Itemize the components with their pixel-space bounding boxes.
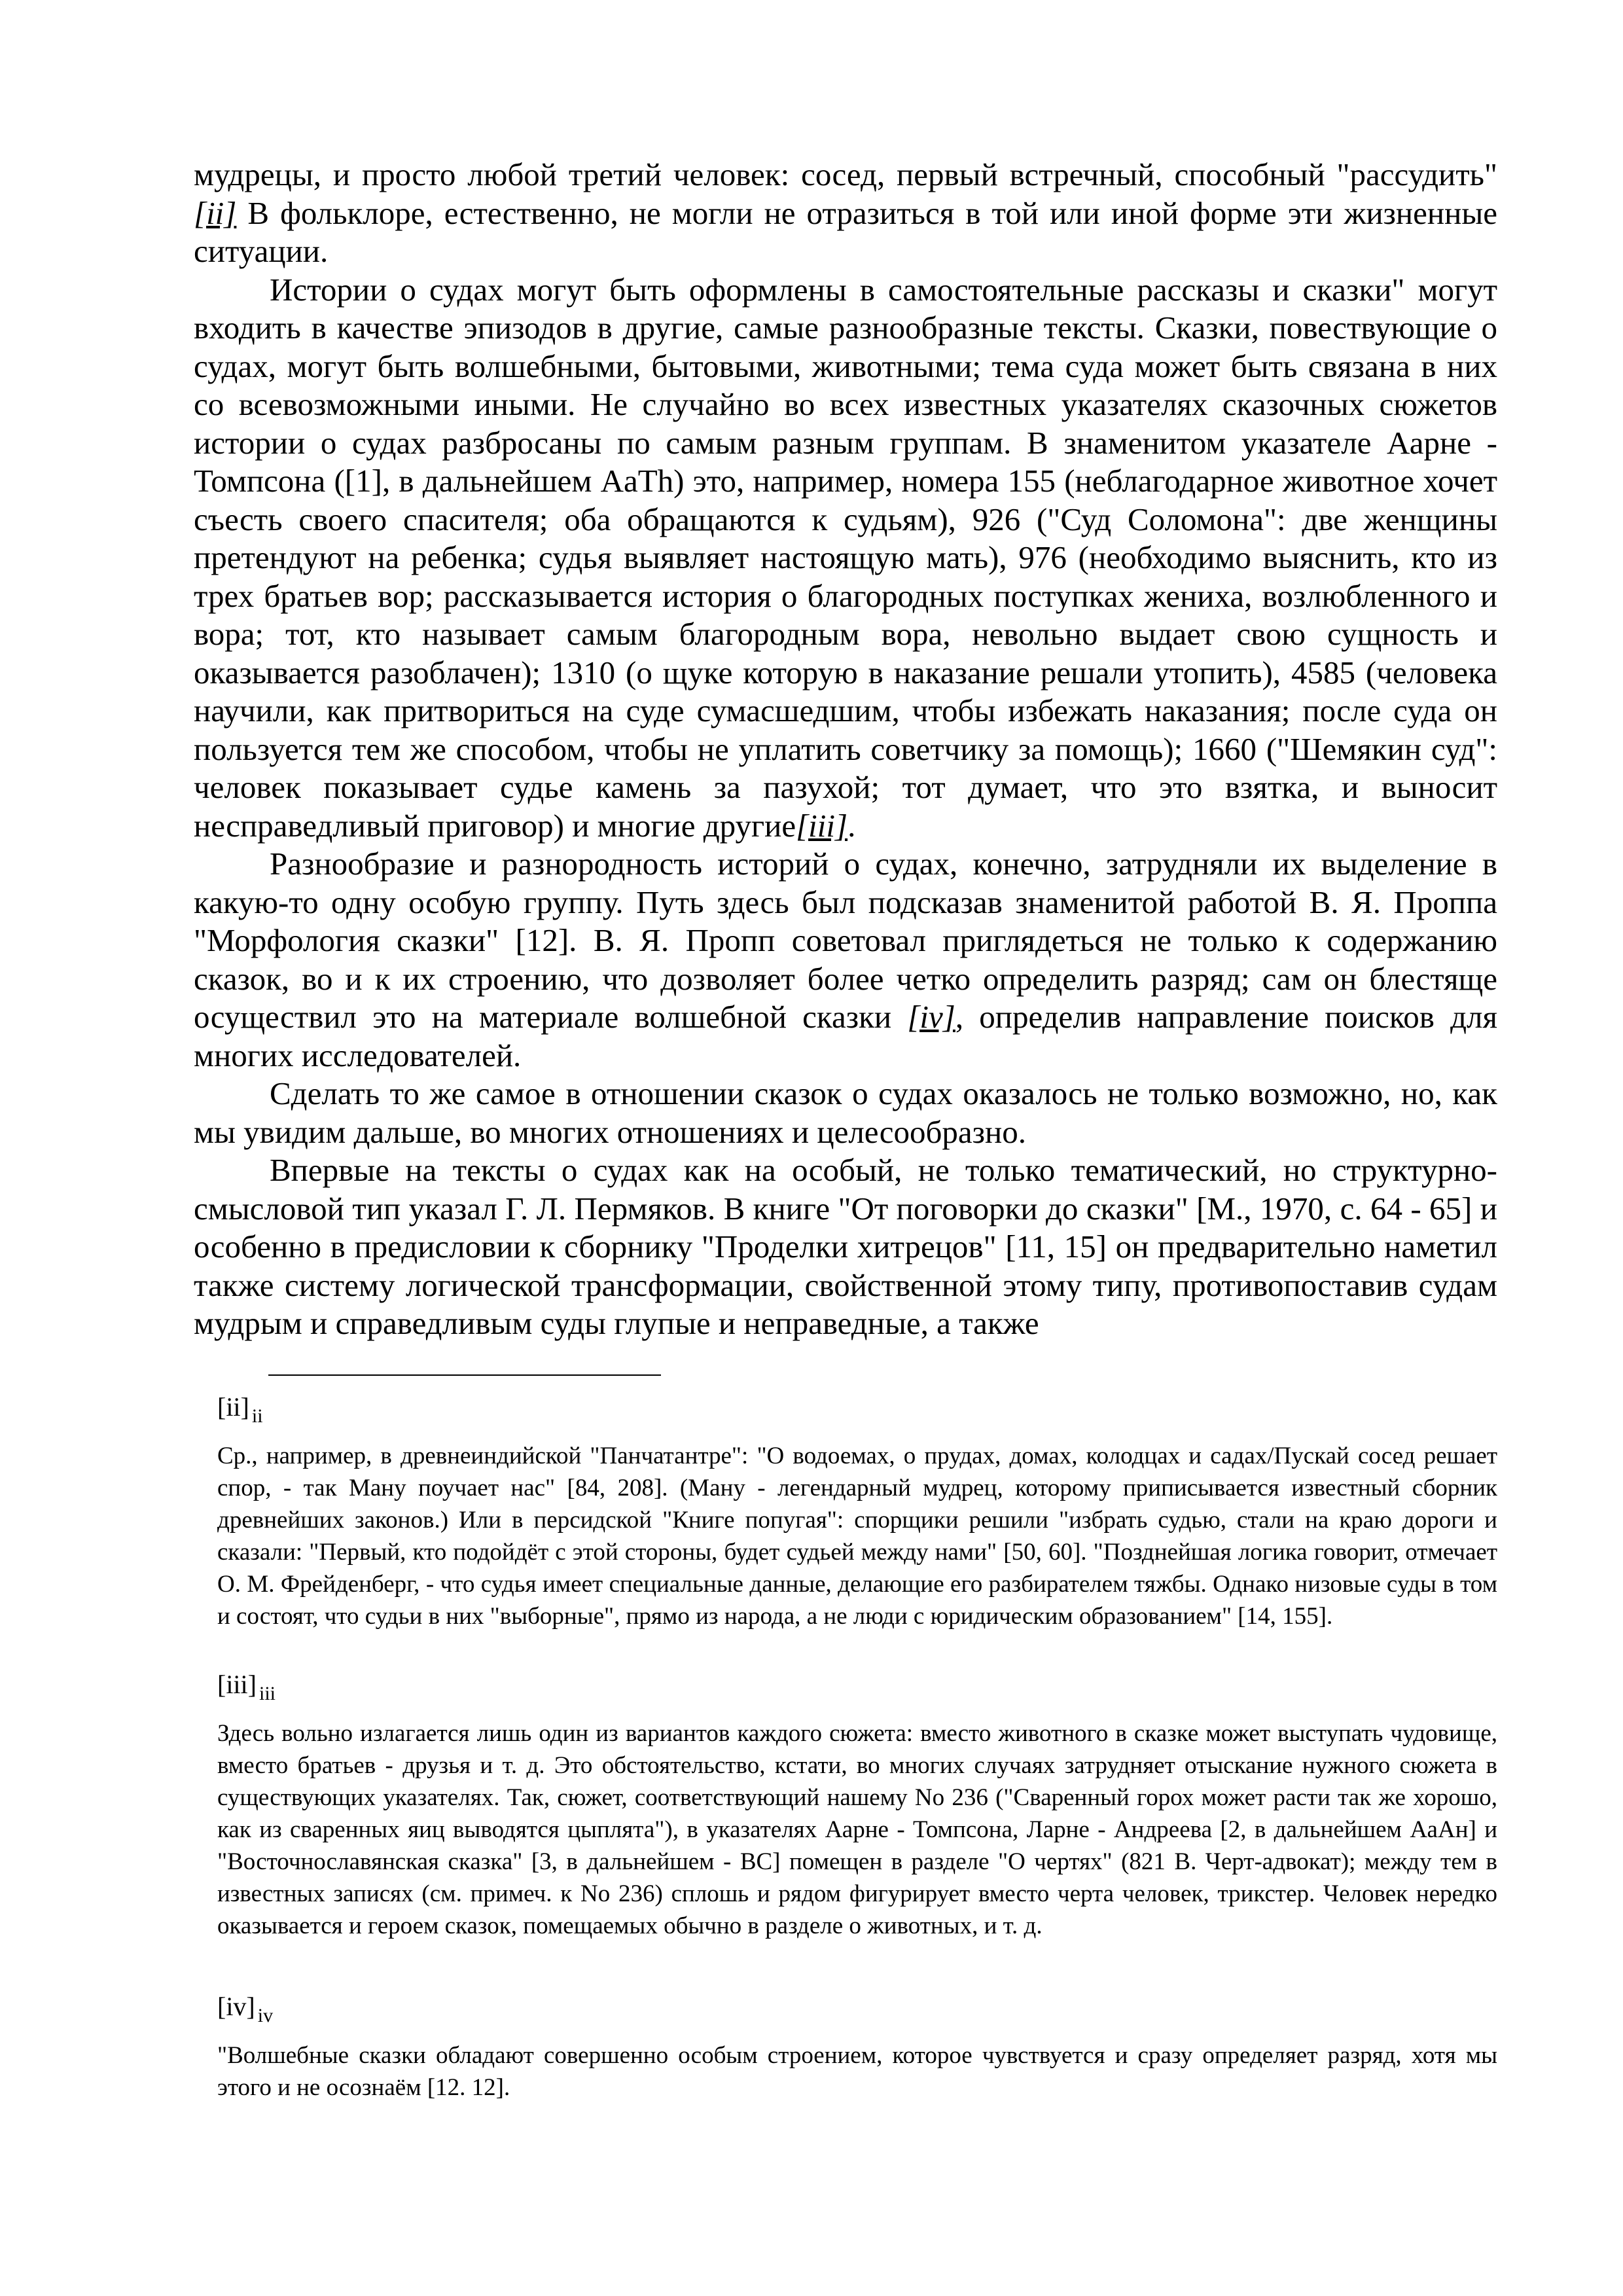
paragraph — [194, 845, 1497, 1075]
footnote-label: [iii] $_{iii}$ — [217, 1670, 276, 1704]
paragraph — [194, 1075, 1497, 1151]
paragraph — [194, 271, 1497, 846]
footnote-text: Здесь вольно излагается лишь один из вариантов каждого сюжета: вместо животного в сказке может выступать чудовище, вместо братьев - друзья и т. д. Это обстоятельство, кстати, во многих случаях затрудняет отыскание нужного сюжета в существующих указателях. Так, сюжет, соответствующий нашему No 236 ("Сваренный горох может расти так же хорошо, как из сваренных яиц выводятся цыплята"), в указателях Аарне - Томпсона, Ларне - Андреева [2, в дальнейшем АаАн] и "Восточнославянская сказка" [3, в дальнейшем - ВС] помещен в разделе "О чертях" (821 В. Черт-адвокат); между тем в известных записях (см. примеч. к No 236) сплошь и рядом фигурирует вместо черта человек, трикстер. Человек нередко оказывается и героем сказок, помещаемых обычно в разделе о животных, и т. д. — [217, 1720, 1497, 1939]
text-segment: , определив направление поисков для многих исследователей. — [194, 999, 1497, 1073]
text-segment: Разнообразие и разнородность историй о судах, конечно, затрудняли их выделение в какую-то одну особую группу. Путь здесь был подсказав знаменитой работой В. Я. Проппа "Морфология сказки" [12]. В. Я. Пропп советовал приглядеться не только к содержанию сказок, во и к их строению, что дозволяет более четко определить разряд; сам он блестяще осуществил это на материале волшебной сказки — [194, 846, 1497, 1035]
text-segment: Впервые на тексты о судах как на особый, не только тематический, но структурно-смысловой тип указал Г. Л. Пермяков. В книге "От поговорки до сказки" [М., 1970, с. 64 - 65] и особенно в предисловии к сборнику "Проделки хитрецов" [11, 15] он предварительно наметил также систему логической трансформации, свойственной этому типу, противопоставив судам мудрым и справедливым суды глупые и неправедные, а также — [194, 1152, 1497, 1341]
footnote-text: Ср., например, в древнеиндийской "Панчатантре": "О водоемах, о прудах, домах, колодцах и садах/Пускай сосед решает спор, - так Ману поучает нас" [84, 208]. (Ману - легендарный мудрец, которому приписывается известный сборник древнейших законов.) Или в персидской "Книге попугая": спорщики решили "избрать судью, стали на краю дороги и сказали: "Первый, кто подойдёт с этой стороны, будет судьей между нами" [50, 60]. "Позднейшая логика говорит, отмечает О. М. Фрейденберг, - что судья имеет специальные данные, делающие его разбирателем тяжбы. Однако низовые суды в том и состоят, что судьи в них "выборные", прямо из народа, а не люди с юридическим образованием" [14, 155]. — [217, 1443, 1497, 1630]
footnote-ref-iii[interactable]: [iii] — [796, 807, 848, 844]
footnote-ref-ii[interactable]: [ii] — [194, 194, 237, 231]
text-segment: . — [847, 807, 856, 844]
footnote-label: [iv] $_{iv}$ — [217, 1992, 274, 2026]
paragraph — [194, 156, 1497, 271]
footnote-iii — [194, 1668, 1497, 1942]
text-segment: мудрецы, и просто любой третий человек: сосед, первый встречный, способный "рассудить" — [194, 156, 1497, 192]
text-segment: Сделать то же самое в отношении сказок о судах оказалось не только возможно, но, как мы увидим дальше, во многих отношениях и целесообразно. — [194, 1075, 1497, 1150]
main-text — [194, 156, 1497, 1343]
text-segment: В фольклоре, естественно, не могли не отразиться в той или иной форме эти жизненные ситуации. — [194, 194, 1497, 269]
paragraph — [194, 1151, 1497, 1343]
footnote-text: "Волшебные сказки обладают совершенно особым строением, которое чувствуется и сразу определяет разряд, хотя мы этого и не осознаём [12. 12]. — [217, 2042, 1497, 2101]
text-segment: Истории о судах могут быть оформлены в самостоятельные рассказы и сказки" могут входить в качестве эпизодов в другие, самые разнообразные тексты. Сказки, повествующие о судах, могут быть волшебными, бытовыми, животными; тема суда может быть связана в них со всевозможными иными. Не случайно во всех известных указателях сказочных сюжетов истории о судах разбросаны по самым разным группам. В знаменитом указателе Аарне - Томпсона ([1], в дальнейшем AaTh) это, например, номера 155 (неблагодарное животное хочет съесть своего спасителя; оба обращаются к судьям), 926 ("Суд Соломона": две женщины претендуют на ребенка; судья выявляет настоящую мать), 976 (необходимо выяснить, кто из трех братьев вор; рассказывается история о благородных поступках жениха, возлюбленного и вора; тот, кто называет самым благородным вора, невольно выдает свою сущность и оказывается разоблачен); 1310 (о щуке которую в наказание решали утопить), 4585 (человека научили, как притвориться на суде сумасшедшим, чтобы избежать наказания; после суда он пользуется тем же способом, чтобы не уплатить советчику за помощь); 1660 ("Шемякин суд": человек показывает судье камень за пазухой; тот думает, что это взятка, и выносит несправедливый приговор) и многие другие — [194, 271, 1497, 844]
footnote-ii — [194, 1390, 1497, 1632]
footnote-separator — [268, 1374, 661, 1376]
footnote-iv — [194, 1990, 1497, 2104]
footnote-label: [ii] $_{ii}$ — [217, 1392, 263, 1427]
footnote-ref-iv[interactable]: [iv] — [907, 999, 955, 1035]
